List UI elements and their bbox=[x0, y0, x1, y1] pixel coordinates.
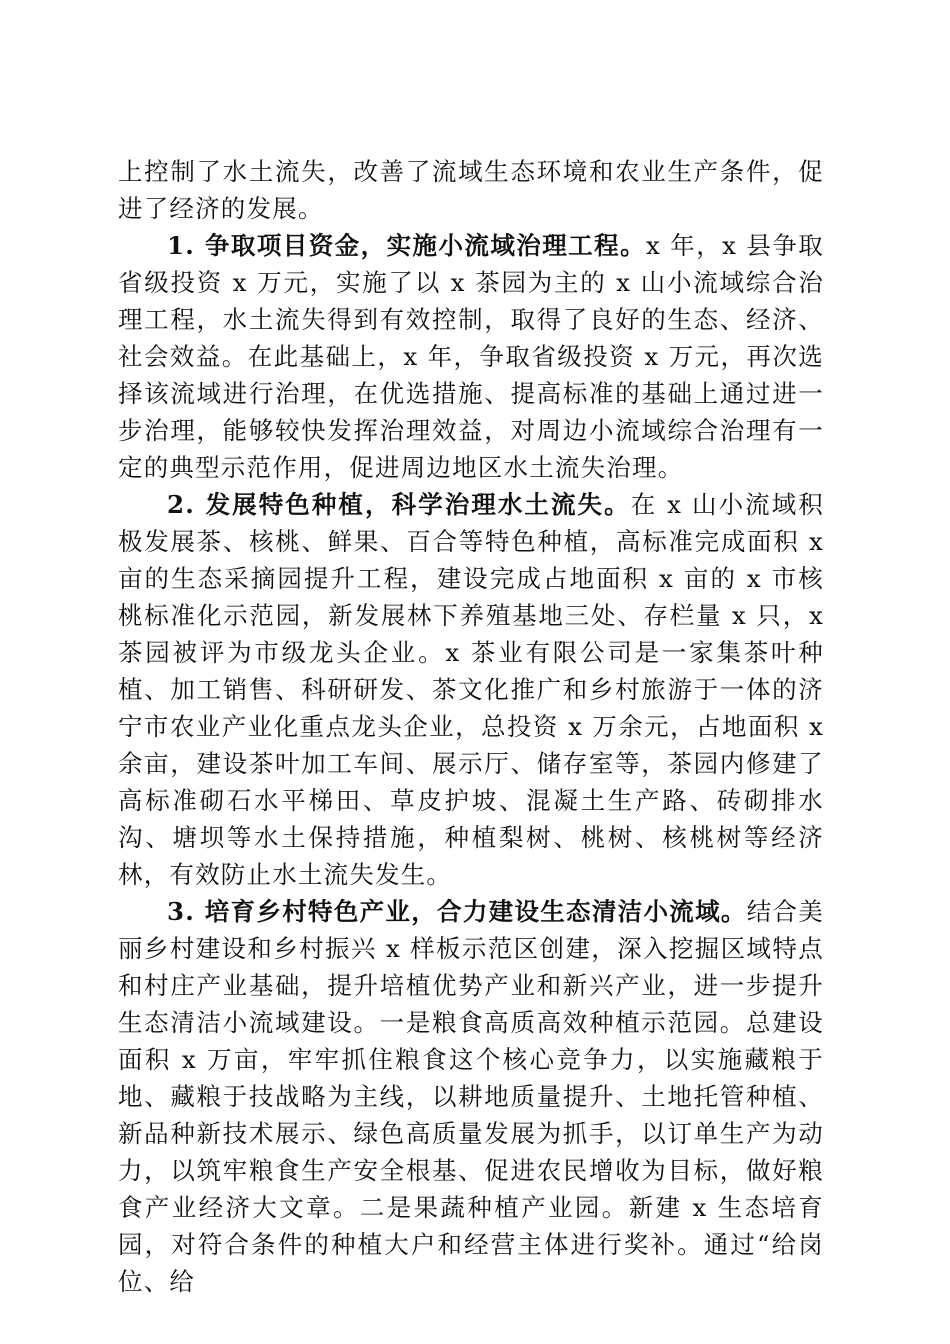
paragraph-2-body: 在 x 山小流域积极发展茶、核桃、鲜果、百合等特色种植，高标准完成面积 x 亩的生态采摘园提升工程，建设完成占地面积 x 亩的 x 市核桃标准化示范园，新发展林下养殖基地三处、存栏量 x 只，x 茶园被评为市级龙头企业。x 茶业有限公司是一家集茶叶种植、加工销售、科研研发、茶文化推广和乡村旅游于一体的济宁市农业产业化重点龙头企业，总投资 x 万余元，占地面积 x 余亩，建设茶叶加工车间、展示厅、储存室等，茶园内修建了高标准砌石水平梯田、草皮护坡、混凝土生产路、砖砌排水沟、塘坝等水土保持措施，种植梨树、桃树、核桃树等经济林，有效防止水土流失发生。 bbox=[118, 490, 824, 889]
paragraph-3-heading: 3. 培育乡村特色产业，合力建设生态清洁小流域。 bbox=[167, 897, 747, 926]
paragraph-2-heading: 2. 发展特色种植，科学治理水土流失。 bbox=[167, 490, 631, 519]
paragraph-1-body: x 年，x 县争取省级投资 x 万元，实施了以 x 茶园为主的 x 山小流域综合治理工程，水土流失得到有效控制，取得了良好的生态、经济、社会效益。在此基础上，x 年，争取省级投资 x 万元，再次选择该流域进行治理，在优选措施、提高标准的基础上通过进一步治理，能够较快发挥治理效益，对周边小流域综合治理有一定的典型示范作用，促进周边地区水土流失治理。 bbox=[118, 231, 824, 482]
document-page bbox=[118, 153, 824, 1300]
paragraph-1 bbox=[118, 227, 824, 486]
paragraph-2 bbox=[118, 486, 824, 893]
paragraph-continuation: 上控制了水土流失，改善了流域生态环境和农业生产条件，促进了经济的发展。 bbox=[118, 157, 824, 223]
paragraph-3 bbox=[118, 893, 824, 1300]
paragraph-1-heading: 1. 争取项目资金，实施小流域治理工程。 bbox=[167, 231, 647, 260]
paragraph-3-body: 结合美丽乡村建设和乡村振兴 x 样板示范区创建，深入挖掘区域特点和村庄产业基础，提升培植优势产业和新兴产业，进一步提升生态清洁小流域建设。一是粮食高质高效种植示范园。总建设面积 x 万亩，牢牢抓住粮食这个核心竞争力，以实施藏粮于地、藏粮于技战略为主线，以耕地质量提升、土地托管种植、新品种新技术展示、绿色高质量发展为抓手，以订单生产为动力，以筑牢粮食生产安全根基、促进农民增收为目标，做好粮食产业经济大文章。二是果蔬种植产业园。新建 x 生态培育园，对符合条件的种植大户和经营主体进行奖补。通过“给岗位、给 bbox=[118, 897, 824, 1296]
